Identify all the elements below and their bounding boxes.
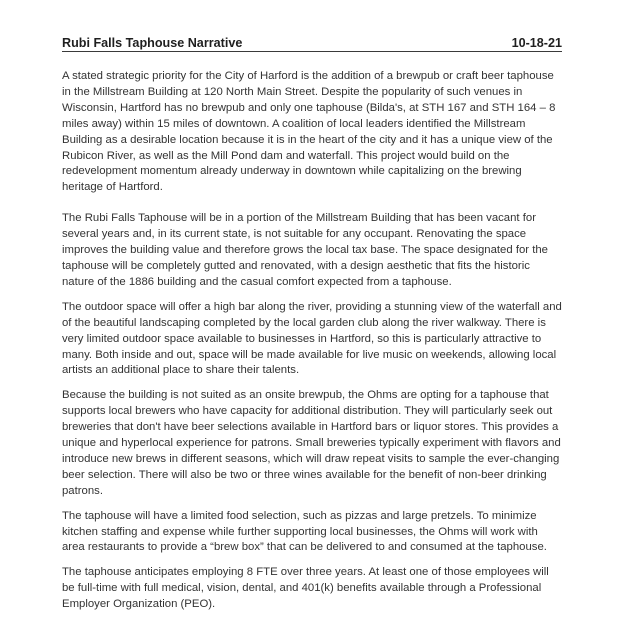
paragraph-local-brewers: Because the building is not suited as an onsite brewpub, the Ohms are opting for a taphouse that supports local brewers who have capacity for additional distribution. They will particularly seek out breweries that don't have beer selections available in Hartford bars or liquor stores. This provides a unique and hyperlocal experience for patrons. Small breweries typically experiment with flavors and introduce new brews in different seasons, which will draw repeat visits to sample the ever-changing beer selection. There will also be two or three wines available for the benefit of non-beer drinking patrons.: [62, 389, 561, 497]
document-header: [62, 36, 562, 52]
paragraph-food-selection: The taphouse will have a limited food selection, such as pizzas and large pretzels. To minimize kitchen staffing and expense while further supporting local businesses, the Ohms will work with area restaurants to provide a “brew box” that can be delivered to and consumed at the taphouse.: [62, 509, 547, 554]
paragraph-renovation: The Rubi Falls Taphouse will be in a portion of the Millstream Building that has been vacant for several years and, in its current state, is not suitable for any occupant. Renovating the space improves the building value and therefore grows the local tax base. The space designated for the taphouse will be completely gutted and renovated, with a design aesthetic that fits the historic nature of the 1886 building and the casual comfort expected from a taphouse.: [62, 212, 548, 288]
paragraph-employment: The taphouse anticipates employing 8 FTE over three years. At least one of those employees will be full-time with full medical, vision, dental, and 401(k) benefits available through a Professional Employer Organization (PEO).: [62, 566, 549, 611]
document-date: 10-18-21: [511, 36, 562, 50]
paragraph-outdoor-space: The outdoor space will offer a high bar along the river, providing a stunning view of the waterfall and of the beautiful landscaping completed by the local garden club along the river walkway. There is very limited outdoor space available to businesses in Hartford, so this is particularly attractive to many. Both inside and out, space will be made available for live music on weekends, allowing local artists an additional place to share their talents.: [62, 300, 562, 377]
document-title: Rubi Falls Taphouse Narrative: [62, 36, 243, 50]
document-page: [62, 36, 562, 622]
paragraph-intro: A stated strategic priority for the City of Harford is the addition of a brewpub or craft beer taphouse in the Millstream Building at 120 North Main Street. Despite the popularity of such venues in Wisconsin, Hartford has no brewpub and only one taphouse (Bilda's, at STH 167 and STH 164 – 8 miles away) within 15 miles of downtown. A coalition of local leaders identified the Millstream Building as a desirable location because it is in the heart of the city and it has a unique view of the Rubicon River, as well as the Mill Pond dam and waterfall. This project would build on the redevelopment momentum already underway in downtown while capitalizing on the brewing heritage of Hartford.: [62, 70, 556, 194]
